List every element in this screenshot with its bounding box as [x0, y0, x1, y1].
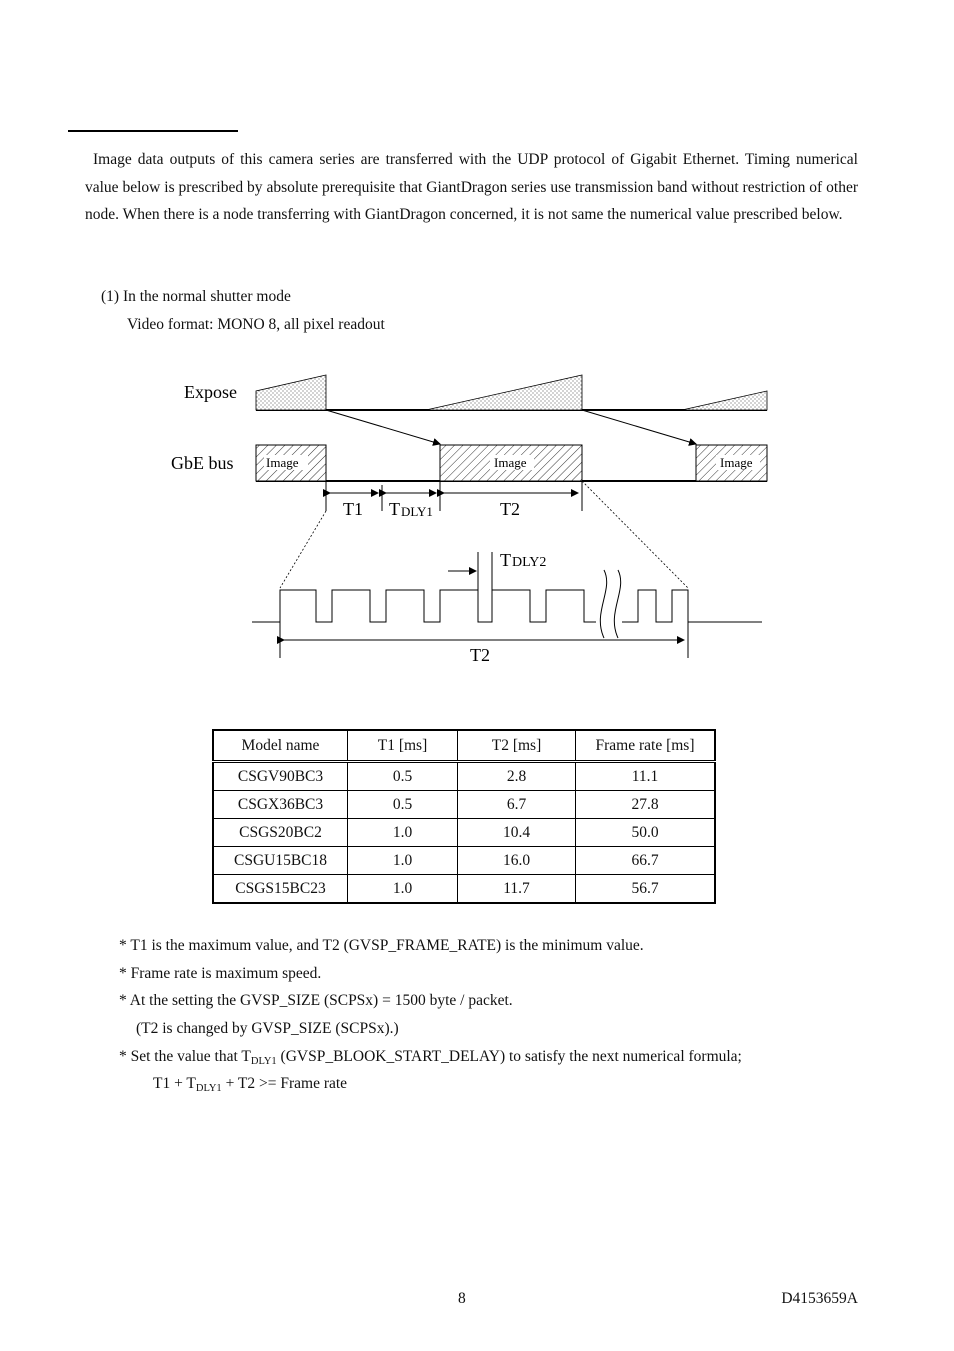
note-t1-t2: * T1 is the maximum value, and T2 (GVSP_FRAME_RATE) is the minimum value. [119, 937, 644, 954]
cell-model: CSGV90BC3 [213, 762, 348, 791]
note-formula-sub: DLY1 [195, 1083, 222, 1094]
t2-bottom-label: T2 [470, 645, 490, 665]
cell-frame-rate: 66.7 [576, 847, 716, 875]
packet-waveform-end [622, 590, 762, 622]
table-row [213, 875, 715, 904]
note-tdly1-pre: * Set the value that T [119, 1048, 251, 1065]
header-model-name: Model name [213, 730, 348, 762]
header-frame-rate: Frame rate [ms] [576, 730, 716, 762]
note-gvsp-size: * At the setting the GVSP_SIZE (SCPSx) = 1500 byte / packet. [119, 992, 513, 1009]
break-mark-1 [600, 570, 606, 638]
expose-ramp-3 [682, 391, 767, 410]
cell-t2: 2.8 [458, 762, 576, 791]
note-t2-change: (T2 is changed by GVSP_SIZE (SCPSx).) [136, 1020, 399, 1037]
image-label-3: Image [720, 455, 753, 470]
cell-t2: 6.7 [458, 791, 576, 819]
header-t2: T2 [ms] [458, 730, 576, 762]
zoom-line-left [280, 511, 326, 588]
table-row [213, 819, 715, 847]
header-t1: T1 [ms] [348, 730, 458, 762]
cell-t1: 0.5 [348, 762, 458, 791]
note-formula-pre: T1 + T [153, 1075, 196, 1092]
break-mark-2 [614, 570, 620, 638]
transfer-arrow-1 [326, 410, 440, 444]
model-timing-table [212, 729, 716, 904]
cell-t2: 16.0 [458, 847, 576, 875]
tdly2-sub: DLY2 [512, 555, 547, 570]
tdly1-sub: DLY1 [401, 504, 433, 519]
cell-frame-rate: 56.7 [576, 875, 716, 904]
cell-model: CSGS20BC2 [213, 819, 348, 847]
cell-frame-rate: 11.1 [576, 762, 716, 791]
note-frame-rate: * Frame rate is maximum speed. [119, 965, 322, 982]
cell-t2: 10.4 [458, 819, 576, 847]
note-formula-post: + T2 >= Frame rate [221, 1075, 348, 1092]
intro-paragraph: Image data outputs of this camera series are transferred with the UDP protocol of Gigabit Ethernet. Timing numerical value below is prescribed by absolute prerequisite that GiantDragon series use transmission band without restriction of other node. When there is a node transferring with GiantDragon concerned, it is not same the numerical value prescribed below. [85, 151, 858, 224]
table-row [213, 762, 715, 791]
note-tdly1-post: (GVSP_BLOOK_START_DELAY) to satisfy the next numerical formula; [276, 1048, 742, 1065]
expose-label: Expose [184, 382, 237, 402]
image-label-2: Image [494, 455, 527, 470]
section-rule [68, 130, 238, 132]
cell-t1: 1.0 [348, 875, 458, 904]
cell-model: CSGX36BC3 [213, 791, 348, 819]
document-id: D4153659A [781, 1290, 858, 1307]
section-title: (1) In the normal shutter mode [101, 288, 291, 305]
cell-t1: 0.5 [348, 791, 458, 819]
section-subtitle: Video format: MONO 8, all pixel readout [127, 316, 385, 333]
table-row [213, 791, 715, 819]
tdly2-t: T [500, 550, 511, 570]
page-number: 8 [458, 1290, 466, 1307]
tdly1-t: T [389, 499, 400, 519]
image-label-1: Image [266, 455, 299, 470]
t2-label: T2 [500, 499, 520, 519]
cell-model: CSGS15BC23 [213, 875, 348, 904]
table-header-row [213, 730, 715, 762]
cell-t2: 11.7 [458, 875, 576, 904]
cell-frame-rate: 27.8 [576, 791, 716, 819]
cell-frame-rate: 50.0 [576, 819, 716, 847]
cell-t1: 1.0 [348, 847, 458, 875]
zoom-line-right [582, 481, 688, 588]
t1-label: T1 [343, 499, 363, 519]
note-tdly1 [119, 1048, 742, 1067]
cell-t1: 1.0 [348, 819, 458, 847]
cell-model: CSGU15BC18 [213, 847, 348, 875]
transfer-arrow-2 [582, 410, 696, 444]
gbe-bus-label: GbE bus [171, 453, 234, 473]
note-tdly1-sub: DLY1 [250, 1056, 277, 1067]
timing-diagram [150, 360, 790, 670]
note-formula [153, 1075, 347, 1094]
packet-waveform [252, 590, 596, 622]
expose-ramp-2 [426, 375, 582, 410]
expose-ramp-1 [256, 375, 326, 410]
table-row [213, 847, 715, 875]
